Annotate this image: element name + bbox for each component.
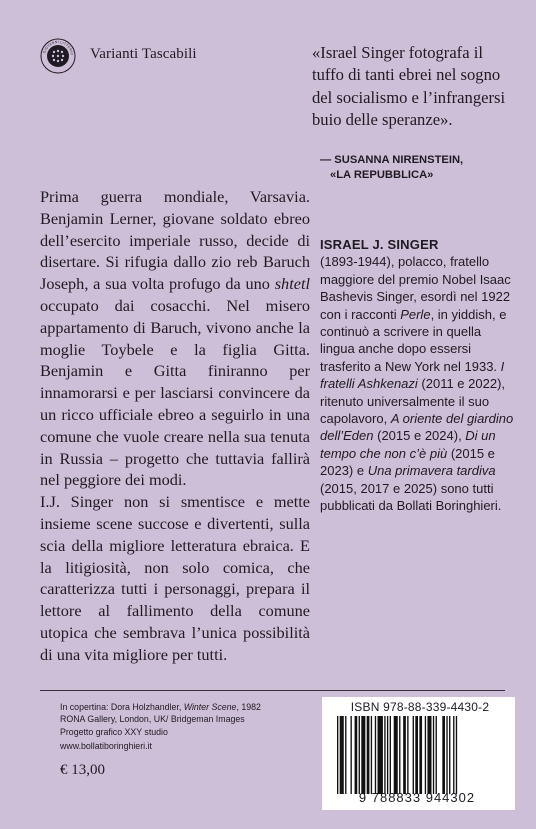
publisher-website[interactable]: www.bollatiboringhieri.it [60, 741, 152, 751]
synopsis-paragraph-1: Prima guerra mondiale, Varsavia. Benjamin Lerner, giovane soldato ebreo dell’esercito imperiale russo, decide di disertare. Si rifugia dallo zio reb Baruch Joseph, a sua volta profugo da uno shtetl occupato dai cosacchi. Nel misero appartamento di Baruch, vivono anche la moglie Toybele e la figlia Gitta. Benjamin e Gitta finiranno per innamorarsi e per lasciarsi convincere da un ricco ufficiale ebreo a seguirlo in una comune che vuole creare nella sua tenuta in Russia – progetto che tuttavia fallirà nel peggiore dei modi. [40, 187, 310, 490]
price: € 13,00 [60, 762, 105, 778]
footer-divider [40, 690, 505, 691]
review-quote: «Israel Singer fotografa il tuffo di tanti ebrei nel sogno del socialismo e l’infrangersi buio delle speranze». [312, 43, 506, 130]
quote-attribution-author: — SUSANNA NIRENSTEIN, [320, 154, 464, 166]
author-name: ISRAEL J. SINGER [320, 237, 439, 252]
quote-attribution [320, 153, 520, 183]
series-name: Varianti Tascabili [90, 46, 197, 62]
barcode-icon [335, 716, 507, 794]
gallery-credit: RONA Gallery, London, UK/ Bridgeman Images [60, 714, 245, 725]
author-bio: ISRAEL J. SINGER (1893-1944), polacco, fratello maggiore del premio Nobel Isaac Bashevis Singer, esordì nel 1922 con i racconti Perle, in yiddish, e continuò a scrivere in quella lingua anche dopo essersi trasferito a New York nel 1933. I fratelli Ashkenazi (2011 e 2022), ritenuto universalmente il suo capolavoro, A oriente del giardino dell’Eden (2015 e 2024), Di un tempo che non c’è più (2015 e 2023) e Una primavera tardiva (2015, 2017 e 2025) sono tutti pubblicati da Bollati Boringhieri. [320, 237, 514, 514]
design-credit: Progetto grafico XXY studio [60, 726, 168, 737]
cover-art-credit: In copertina: Dora Holzhandler, Winter Scene, 1982 [60, 702, 261, 712]
quote-attribution-source: «LA REPUBBLICA» [330, 169, 434, 181]
cover-credits [60, 701, 300, 738]
logo-text: GIOVANNI LITTERIO [42, 39, 75, 56]
ean-digits: 9 788833 944302 [358, 790, 476, 805]
isbn-label: ISBN 978-88-339-4430-2 [350, 700, 490, 714]
publisher-logo-icon [40, 38, 76, 74]
synopsis-paragraph-2: I.J. Singer non si smentisce e mette insieme scene succose e divertenti, sulla scia della migliore letteratura ebraica. E la litigiosità, non solo comica, che caratterizza tutti i personaggi, prepara il lettore al fallimento della comune utopica che sembrava l’unica possibilità di una vita migliore per tutti. [40, 492, 310, 664]
synopsis [40, 186, 310, 666]
